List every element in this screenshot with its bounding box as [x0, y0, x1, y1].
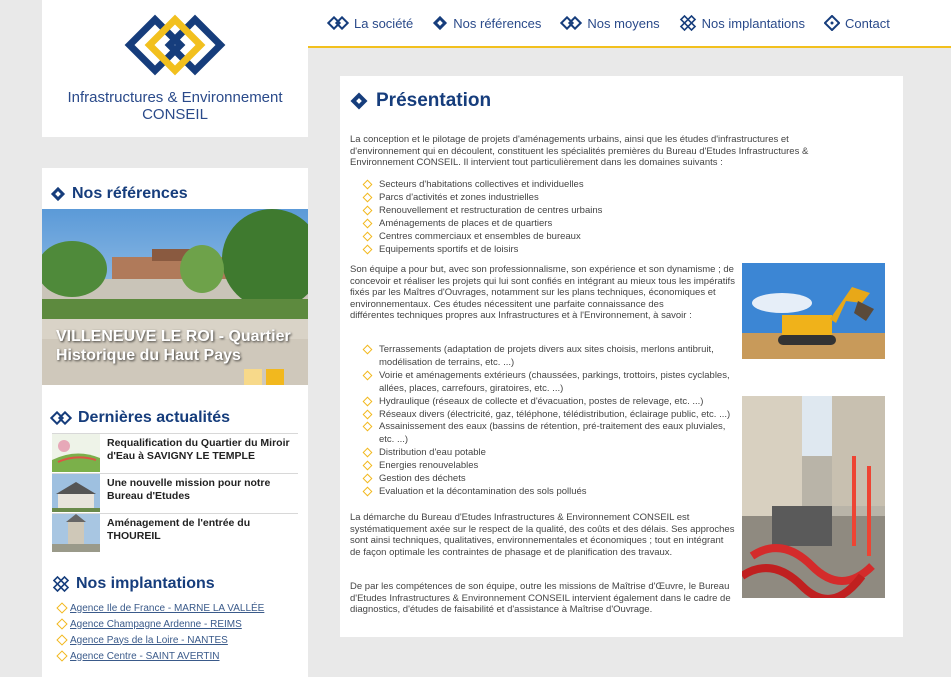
nav-label: Contact	[845, 15, 890, 31]
list-item-text: Equipements sportifs et de loisirs	[379, 243, 519, 255]
list-item-text: Distribution d'eau potable	[379, 447, 486, 459]
roadworks-photo	[742, 396, 885, 598]
news-item-title[interactable]: Aménagement de l'entrée du THOUREIL	[107, 517, 251, 542]
slider-pagination	[244, 369, 288, 385]
slider-dot[interactable]	[244, 369, 262, 385]
bullet-diamond-icon	[363, 231, 373, 241]
main-nav	[308, 0, 951, 46]
news-thumbnail	[52, 514, 100, 552]
team-text-2: différentes techniques propres aux Infrastructures et à l'Environnement, à savoir :	[350, 310, 692, 322]
list-item	[364, 421, 734, 447]
references-title: Nos références	[72, 185, 188, 202]
implantation-item[interactable]	[58, 616, 264, 632]
list-item-text: Voirie et aménagements extérieurs (chaussées, parkings, trottoirs, pistes cyclables, allées, places, carrefours, giratoires, etc. ...)	[379, 369, 730, 394]
list-item	[364, 460, 734, 473]
nav-contact[interactable]	[824, 15, 890, 31]
list-item-text: Gestion des déchets	[379, 473, 466, 485]
diamond-icon	[50, 186, 66, 202]
nav-nos-moyens[interactable]	[560, 16, 659, 31]
news-item-title[interactable]: Une nouvelle mission pour notre Bureau d'Etudes	[107, 477, 271, 502]
approach-paragraph: La démarche du Bureau d'Etudes Infrastructures & Environnement CONSEIL est systématiquement axée sur le respect de la qualité, des coûts et des délais. Ses approches sont ainsi techniques, qualitatives, environnementales et économiques ; tout en intégrant de façon optimale les contraintes de phasage et de planification des travaux.	[350, 512, 735, 558]
news-thumbnail	[52, 474, 100, 512]
list-item-text: Parcs d'activités et zones industrielles	[379, 191, 539, 203]
reference-caption[interactable]: VILLENEUVE LE ROI - Quartier Historique du Haut Pays	[56, 328, 291, 364]
news-item[interactable]	[52, 473, 298, 513]
logo-line1: Infrastructures & Environnement	[67, 89, 283, 106]
list-item-text: Energies renouvelables	[379, 460, 479, 472]
implantations-list	[58, 600, 264, 664]
list-item-text: Terrassements (adaptation de projets divers aux sites choisis, merlons antibruit, modélisation de terrains, etc. ...)	[379, 344, 714, 368]
news-heading	[50, 409, 230, 427]
bullet-diamond-icon	[363, 396, 373, 406]
page-title-text: Présentation	[376, 90, 492, 111]
list-item	[364, 218, 602, 231]
list-item	[364, 370, 734, 396]
nav-label: La société	[354, 15, 414, 31]
implantation-item[interactable]	[58, 632, 264, 648]
bullet-diamond-icon	[56, 618, 67, 629]
bullet-diamond-icon	[363, 244, 373, 254]
bullet-diamond-icon	[363, 474, 373, 484]
nav-nos-implantations[interactable]	[679, 14, 805, 32]
list-item-text: Renouvellement et restructuration de centres urbains	[379, 204, 603, 216]
list-item	[364, 344, 734, 370]
list-item	[364, 409, 734, 422]
missions-paragraph: De par les compétences de son équipe, outre les missions de Maîtrise d'Œuvre, le Bureau d'Etudes Infrastructures & Environnement CONSEIL intervient également dans le cadre de diagnostics, d'études de faisabilité et d'assistance à Maîtrise d'Ouvrage.	[350, 581, 731, 616]
main-content	[340, 76, 903, 637]
implantation-item[interactable]	[58, 648, 264, 664]
domains-list	[364, 179, 602, 256]
double-diamond-icon	[560, 16, 582, 30]
list-item-text: Réseaux divers (électricité, gaz, téléphone, télédistribution, éclairage public, etc. ...)	[379, 408, 731, 420]
list-item	[364, 205, 602, 218]
list-item-text: Evaluation et la décontamination des sols pollués	[379, 485, 587, 497]
bullet-diamond-icon	[56, 650, 67, 661]
cross-diamond-icon	[52, 575, 70, 593]
list-item	[364, 192, 602, 205]
list-item-text: Hydraulique (réseaux de collecte et d'évacuation, postes de relevage, etc. ...)	[379, 395, 704, 407]
bullet-diamond-icon	[363, 461, 373, 471]
implantation-link[interactable]: Agence Champagne Ardenne - REIMS	[70, 618, 242, 630]
implantation-link[interactable]: Agence Centre - SAINT AVERTIN	[70, 650, 220, 662]
logo[interactable]	[42, 0, 308, 137]
list-item	[364, 447, 734, 460]
list-item	[364, 473, 734, 486]
roadworks-image	[742, 396, 885, 598]
list-item	[364, 179, 602, 192]
list-item	[364, 244, 602, 257]
news-title: Dernières actualités	[78, 409, 231, 426]
sidebar	[42, 168, 308, 677]
excavator-image	[742, 263, 885, 359]
logo-text	[42, 89, 308, 123]
page-title	[350, 90, 491, 112]
diamond-icon	[432, 15, 448, 31]
nav-la-societe[interactable]	[327, 16, 413, 31]
bullet-diamond-icon	[363, 422, 373, 432]
news-item[interactable]	[52, 513, 298, 553]
list-item	[364, 231, 602, 244]
news-list	[52, 433, 298, 553]
company-logo-icon	[120, 12, 230, 78]
team-text: Son équipe a pour but, avec son professionnalisme, son expérience et son dynamisme ; de concevoir et réaliser les projets qui lui sont confiés en intégrant au mieux tous les impératifs fixés par les Maîtres d'Ouvrages, notamment sur les plans techniques, économiques et environnementaux. Ces études nécessitent une parfaite connaissance des	[350, 264, 735, 310]
bullet-diamond-icon	[363, 180, 373, 190]
double-diamond-icon	[50, 411, 72, 425]
news-item-title[interactable]: Requalification du Quartier du Miroir d'Eau à SAVIGNY LE TEMPLE	[107, 437, 290, 462]
list-item	[364, 396, 734, 409]
cross-diamond-icon	[679, 14, 697, 32]
list-item-text: Secteurs d'habitations collectives et individuelles	[379, 179, 584, 190]
nav-label: Nos références	[453, 15, 542, 31]
excavator-photo	[742, 263, 885, 359]
techniques-list	[364, 344, 734, 499]
references-slider[interactable]	[42, 209, 308, 385]
diamond-icon	[350, 92, 368, 110]
list-item-text: Aménagements de places et de quartiers	[379, 217, 553, 229]
team-paragraph	[350, 264, 736, 322]
diamond-outline-icon	[824, 15, 840, 31]
top-navigation-bar	[308, 0, 951, 48]
implantation-link[interactable]: Agence Ile de France - MARNE LA VALLÉE	[70, 602, 265, 614]
list-item-text: Centres commerciaux et ensembles de bureaux	[379, 230, 581, 242]
logo-line2: CONSEIL	[142, 106, 208, 123]
implantation-link[interactable]: Agence Pays de la Loire - NANTES	[70, 634, 228, 646]
bullet-diamond-icon	[56, 634, 67, 645]
nav-label: Nos implantations	[701, 15, 805, 31]
intro-paragraph: La conception et le pilotage de projets d'aménagements urbains, ainsi que les études d'infrastructures et d'environnement qui en découlent, constituent les spécialités premières du Bureau d'Etudes Infrastructures & Environnement CONSEIL. Il intervient tout particulièrement dans les domaines suivants :	[350, 134, 809, 169]
double-diamond-icon	[327, 16, 349, 30]
list-item	[364, 486, 734, 499]
implantations-title: Nos implantations	[76, 575, 215, 592]
slider-dot-active[interactable]	[266, 369, 284, 385]
bullet-diamond-icon	[363, 218, 373, 228]
news-thumbnail	[52, 434, 100, 472]
references-heading	[50, 185, 188, 203]
bullet-diamond-icon	[56, 602, 67, 613]
bullet-diamond-icon	[363, 487, 373, 497]
bullet-diamond-icon	[363, 448, 373, 458]
bullet-diamond-icon	[363, 205, 373, 215]
bullet-diamond-icon	[363, 409, 373, 419]
news-item[interactable]	[52, 433, 298, 473]
bullet-diamond-icon	[363, 345, 373, 355]
bullet-diamond-icon	[363, 192, 373, 202]
implantation-item[interactable]	[58, 600, 264, 616]
nav-label: Nos moyens	[587, 15, 660, 31]
nav-nos-references[interactable]	[432, 15, 541, 31]
bullet-diamond-icon	[363, 370, 373, 380]
implantations-heading	[52, 575, 215, 593]
list-item-text: Assainissement des eaux (bassins de rétention, pré-traitement des eaux pluviales, etc. ...)	[379, 421, 726, 446]
